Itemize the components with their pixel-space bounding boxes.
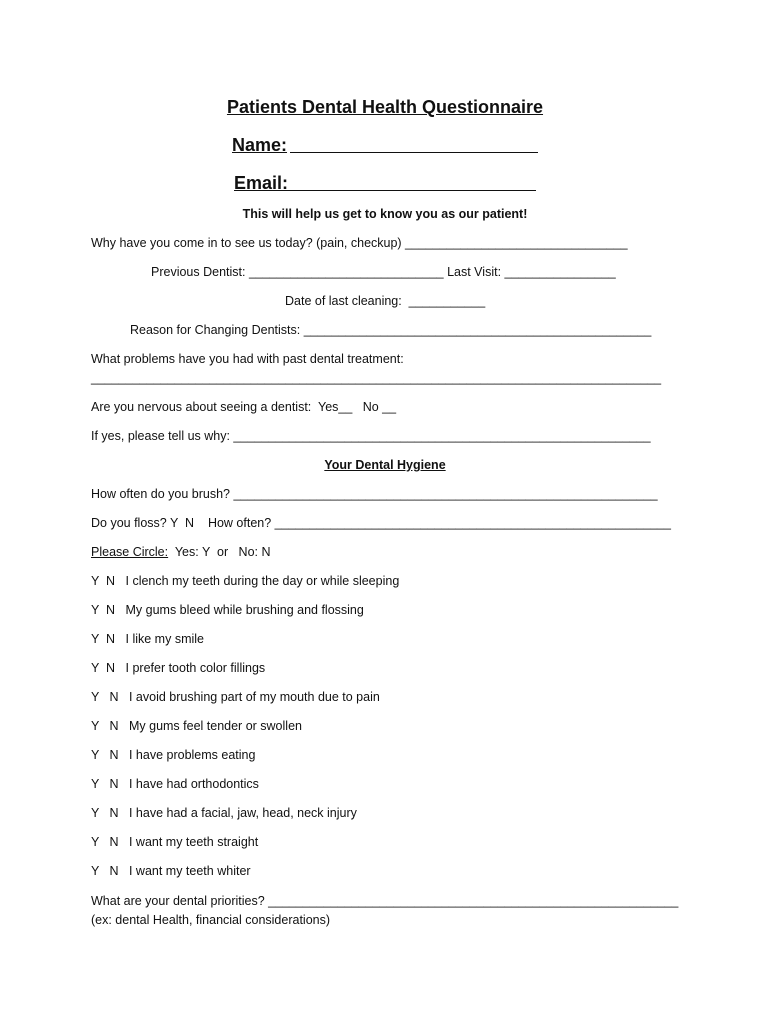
nervous-why-question[interactable]: If yes, please tell us why: ____________________________________________________________ bbox=[91, 429, 651, 443]
yn-item-tooth-color-fillings[interactable]: Y N I prefer tooth color fillings bbox=[91, 661, 266, 675]
changing-dentists-question[interactable]: Reason for Changing Dentists: __________________________________________________ bbox=[130, 323, 652, 337]
email-field-line[interactable] bbox=[286, 190, 536, 191]
yn-item-avoid-brushing[interactable]: Y N I avoid brushing part of my mouth due to pain bbox=[91, 690, 380, 704]
yn-item-gums-bleed[interactable]: Y N My gums bleed while brushing and flossing bbox=[91, 603, 364, 617]
yn-item-orthodontics[interactable]: Y N I have had orthodontics bbox=[91, 777, 259, 791]
yn-item-gums-tender[interactable]: Y N My gums feel tender or swollen bbox=[91, 719, 302, 733]
nervous-question[interactable]: Are you nervous about seeing a dentist: Yes__ No __ bbox=[91, 400, 397, 414]
name-field-line[interactable] bbox=[290, 152, 538, 153]
dental-priorities-question[interactable]: What are your dental priorities? ___________________________________________________________ bbox=[91, 894, 679, 908]
previous-dentist-question[interactable]: Previous Dentist: ____________________________ Last Visit: ________________ bbox=[151, 265, 616, 279]
past-problems-question: What problems have you had with past dental treatment: bbox=[91, 352, 404, 366]
dental-priorities-hint: (ex: dental Health, financial considerations) bbox=[91, 913, 331, 927]
yn-item-teeth-whiter[interactable]: Y N I want my teeth whiter bbox=[91, 864, 251, 878]
brush-frequency-question[interactable]: How often do you brush? _____________________________________________________________ bbox=[91, 487, 658, 501]
name-label: Name: bbox=[232, 135, 288, 155]
reason-for-visit-question[interactable]: Why have you come in to see us today? (pain, checkup) ________________________________ bbox=[91, 236, 628, 250]
yn-item-like-smile[interactable]: Y N I like my smile bbox=[91, 632, 204, 646]
document-title: Patients Dental Health Questionnaire bbox=[226, 97, 544, 117]
email-label: Email: bbox=[234, 173, 289, 193]
yn-item-problems-eating[interactable]: Y N I have problems eating bbox=[91, 748, 256, 762]
past-problems-answer-line[interactable]: __________________________________________________________________________________ bbox=[91, 371, 662, 385]
yn-item-clench[interactable]: Y N I clench my teeth during the day or while sleeping bbox=[91, 574, 400, 588]
yn-item-teeth-straight[interactable]: Y N I want my teeth straight bbox=[91, 835, 259, 849]
circle-instruction bbox=[91, 544, 271, 560]
intro-text: This will help us get to know you as our patient! bbox=[242, 207, 528, 221]
please-circle-label: Please Circle: bbox=[91, 545, 169, 559]
floss-question[interactable]: Do you floss? Y N How often? _________________________________________________________ bbox=[91, 516, 671, 530]
yn-item-injury[interactable]: Y N I have had a facial, jaw, head, neck injury bbox=[91, 806, 357, 820]
dental-hygiene-heading: Your Dental Hygiene bbox=[324, 458, 446, 472]
circle-legend: Yes: Y or No: N bbox=[168, 545, 271, 559]
last-cleaning-question[interactable]: Date of last cleaning: ___________ bbox=[285, 294, 486, 308]
